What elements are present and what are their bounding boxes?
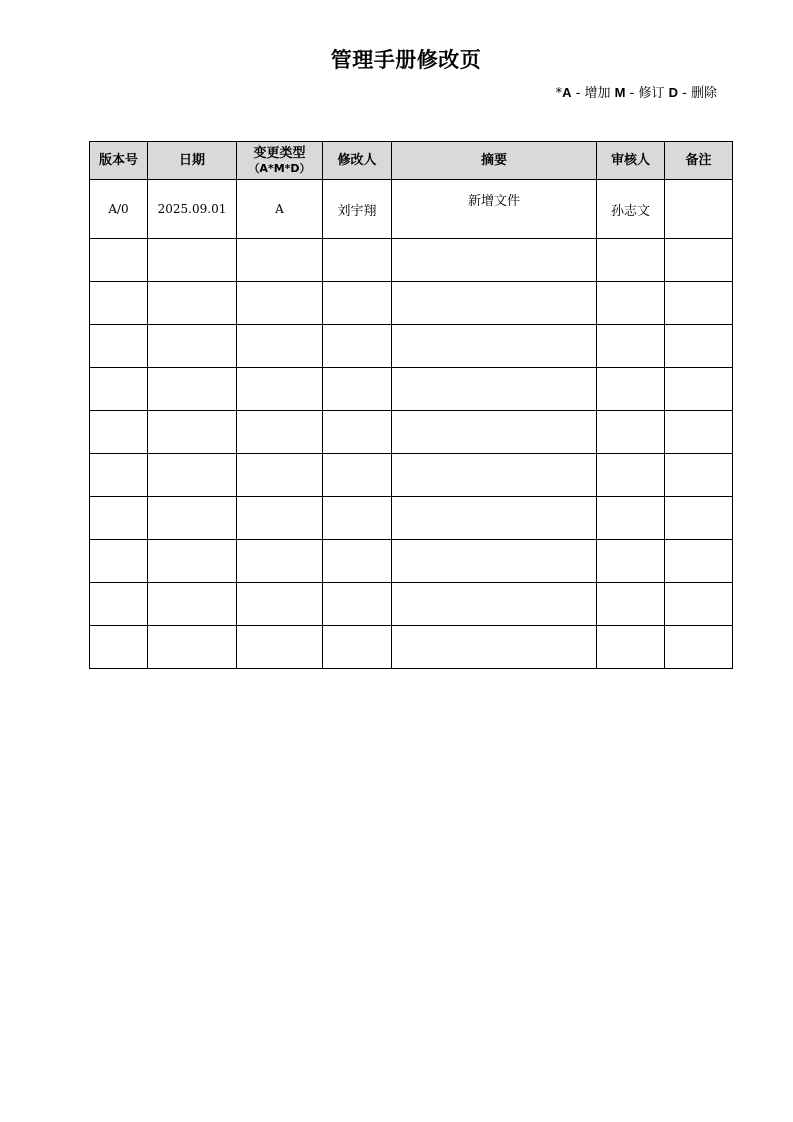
table-row [90,180,733,239]
cell-remarks [665,540,733,583]
cell-summary [392,583,597,626]
cell-reviewer [597,497,665,540]
cell-modifier [323,583,392,626]
cell-reviewer [597,239,665,282]
cell-change-type [237,411,323,454]
cell-change-type [237,282,323,325]
cell-remarks [665,180,733,239]
change-type-legend: *A - 增加 M - 修订 D - 删除 [555,85,717,101]
cell-remarks [665,583,733,626]
header-reviewer: 审核人 [597,142,665,180]
cell-modifier [323,368,392,411]
cell-date [148,497,237,540]
cell-summary [392,454,597,497]
cell-modifier: 刘宇翔 [323,180,392,239]
cell-date [148,454,237,497]
cell-summary [392,239,597,282]
header-change-type: 变更类型 （A*M*D） [237,142,323,180]
cell-summary [392,325,597,368]
cell-reviewer [597,368,665,411]
cell-version [90,497,148,540]
table-row-empty [90,411,733,454]
cell-date [148,540,237,583]
revision-table [89,141,733,669]
cell-modifier [323,626,392,669]
cell-remarks [665,411,733,454]
header-remarks: 备注 [665,142,733,180]
cell-modifier [323,454,392,497]
cell-version: A/0 [90,180,148,239]
table-row-empty [90,626,733,669]
cell-date [148,583,237,626]
cell-change-type [237,626,323,669]
page-title: 管理手册修改页 [330,48,482,72]
cell-date [148,411,237,454]
header-version: 版本号 [90,142,148,180]
cell-change-type [237,368,323,411]
cell-reviewer [597,626,665,669]
cell-version [90,325,148,368]
cell-summary [392,626,597,669]
cell-remarks [665,368,733,411]
cell-reviewer [597,454,665,497]
cell-remarks [665,282,733,325]
cell-modifier [323,411,392,454]
cell-version [90,626,148,669]
cell-version [90,583,148,626]
table-row-empty [90,239,733,282]
cell-date [148,239,237,282]
cell-change-type: A [237,180,323,239]
cell-date [148,282,237,325]
table-header-row [90,142,733,180]
cell-version [90,368,148,411]
cell-date: 2025.09.01 [148,180,237,239]
cell-change-type [237,583,323,626]
cell-modifier [323,497,392,540]
header-modifier: 修改人 [323,142,392,180]
table-row-empty [90,282,733,325]
cell-reviewer [597,411,665,454]
cell-modifier [323,325,392,368]
cell-summary [392,540,597,583]
cell-summary [392,497,597,540]
table-row-empty [90,540,733,583]
header-summary: 摘要 [392,142,597,180]
cell-change-type [237,454,323,497]
cell-summary [392,282,597,325]
cell-remarks [665,239,733,282]
cell-summary [392,368,597,411]
cell-reviewer: 孙志文 [597,180,665,239]
cell-date [148,368,237,411]
cell-reviewer [597,325,665,368]
cell-remarks [665,626,733,669]
cell-remarks [665,497,733,540]
cell-version [90,239,148,282]
cell-date [148,325,237,368]
cell-modifier [323,540,392,583]
cell-summary [392,411,597,454]
cell-version [90,540,148,583]
cell-version [90,282,148,325]
table-row-empty [90,583,733,626]
header-date: 日期 [148,142,237,180]
table-row-empty [90,497,733,540]
cell-modifier [323,282,392,325]
cell-remarks [665,325,733,368]
cell-change-type [237,540,323,583]
table-row-empty [90,454,733,497]
cell-change-type [237,239,323,282]
cell-modifier [323,239,392,282]
cell-version [90,411,148,454]
cell-version [90,454,148,497]
cell-change-type [237,497,323,540]
cell-remarks [665,454,733,497]
cell-summary: 新增文件 [392,180,597,239]
cell-change-type [237,325,323,368]
cell-reviewer [597,540,665,583]
cell-reviewer [597,583,665,626]
cell-reviewer [597,282,665,325]
table-row-empty [90,368,733,411]
cell-date [148,626,237,669]
table-row-empty [90,325,733,368]
